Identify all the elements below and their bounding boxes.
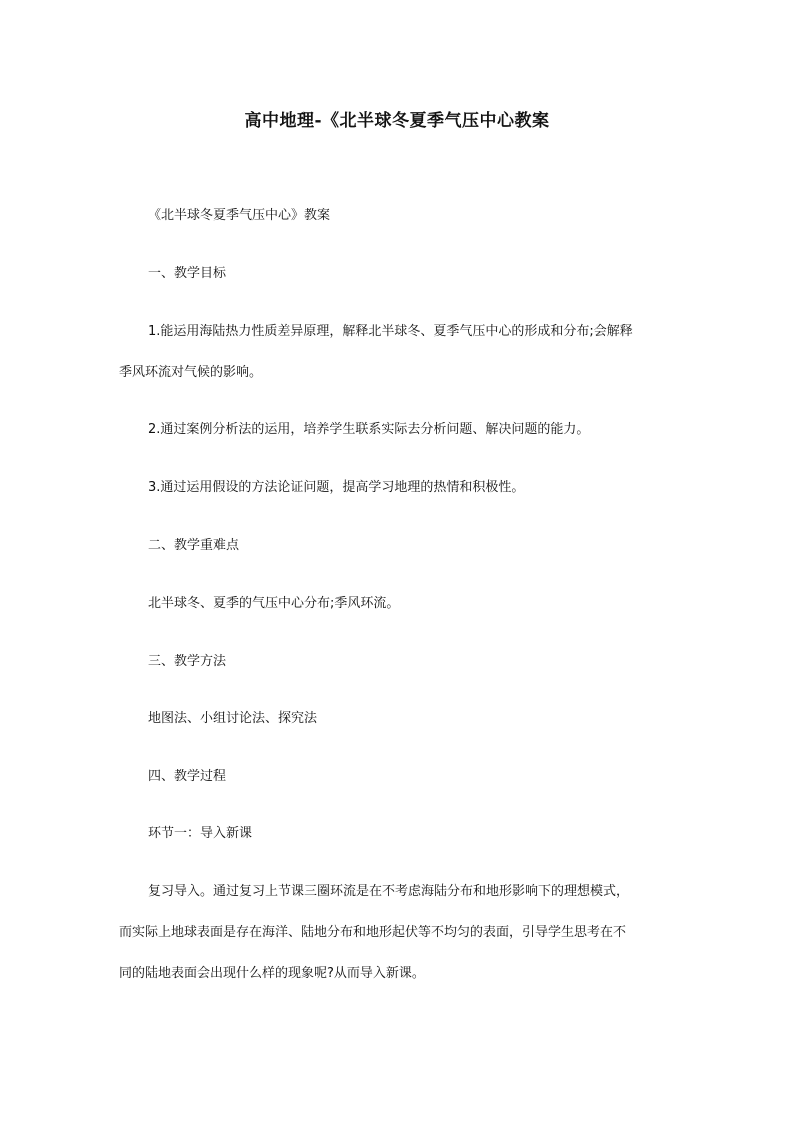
document-subtitle: 《北半球冬夏季气压中心》教案 bbox=[148, 208, 331, 223]
objective-3: 3.通过运用假设的方法论证问题，提高学习地理的热情和积极性。 bbox=[148, 480, 525, 495]
section-heading-objectives: 一、教学目标 bbox=[148, 266, 227, 281]
key-points-text: 北半球冬、夏季的气压中心分布;季风环流。 bbox=[148, 596, 400, 611]
process-paragraph-line-2: 而实际上地球表面是存在海洋、陆地分布和地形起伏等不均匀的表面，引导学生思考在不 bbox=[119, 925, 627, 940]
objective-2: 2.通过案例分析法的运用，培养学生联系实际去分析问题、解决问题的能力。 bbox=[148, 422, 590, 437]
process-paragraph-line-3: 同的陆地表面会出现什么样的现象呢?从而导入新课。 bbox=[119, 966, 425, 981]
objective-1-line-2: 季风环流对气候的影响。 bbox=[119, 365, 263, 380]
section-heading-methods: 三、教学方法 bbox=[148, 654, 227, 669]
objective-1-line-1: 1.能运用海陆热力性质差异原理，解释北半球冬、夏季气压中心的形成和分布;会解释 bbox=[148, 324, 633, 339]
section-heading-process: 四、教学过程 bbox=[148, 769, 227, 784]
document-title: 高中地理-《北半球冬夏季气压中心教案 bbox=[244, 111, 550, 131]
methods-text: 地图法、小组讨论法、探究法 bbox=[148, 711, 318, 726]
process-step-1: 环节一：导入新课 bbox=[148, 826, 253, 841]
process-paragraph-line-1: 复习导入。通过复习上节课三圈环流是在不考虑海陆分布和地形影响下的理想模式， bbox=[148, 884, 630, 899]
section-heading-key-points: 二、教学重难点 bbox=[148, 538, 240, 553]
